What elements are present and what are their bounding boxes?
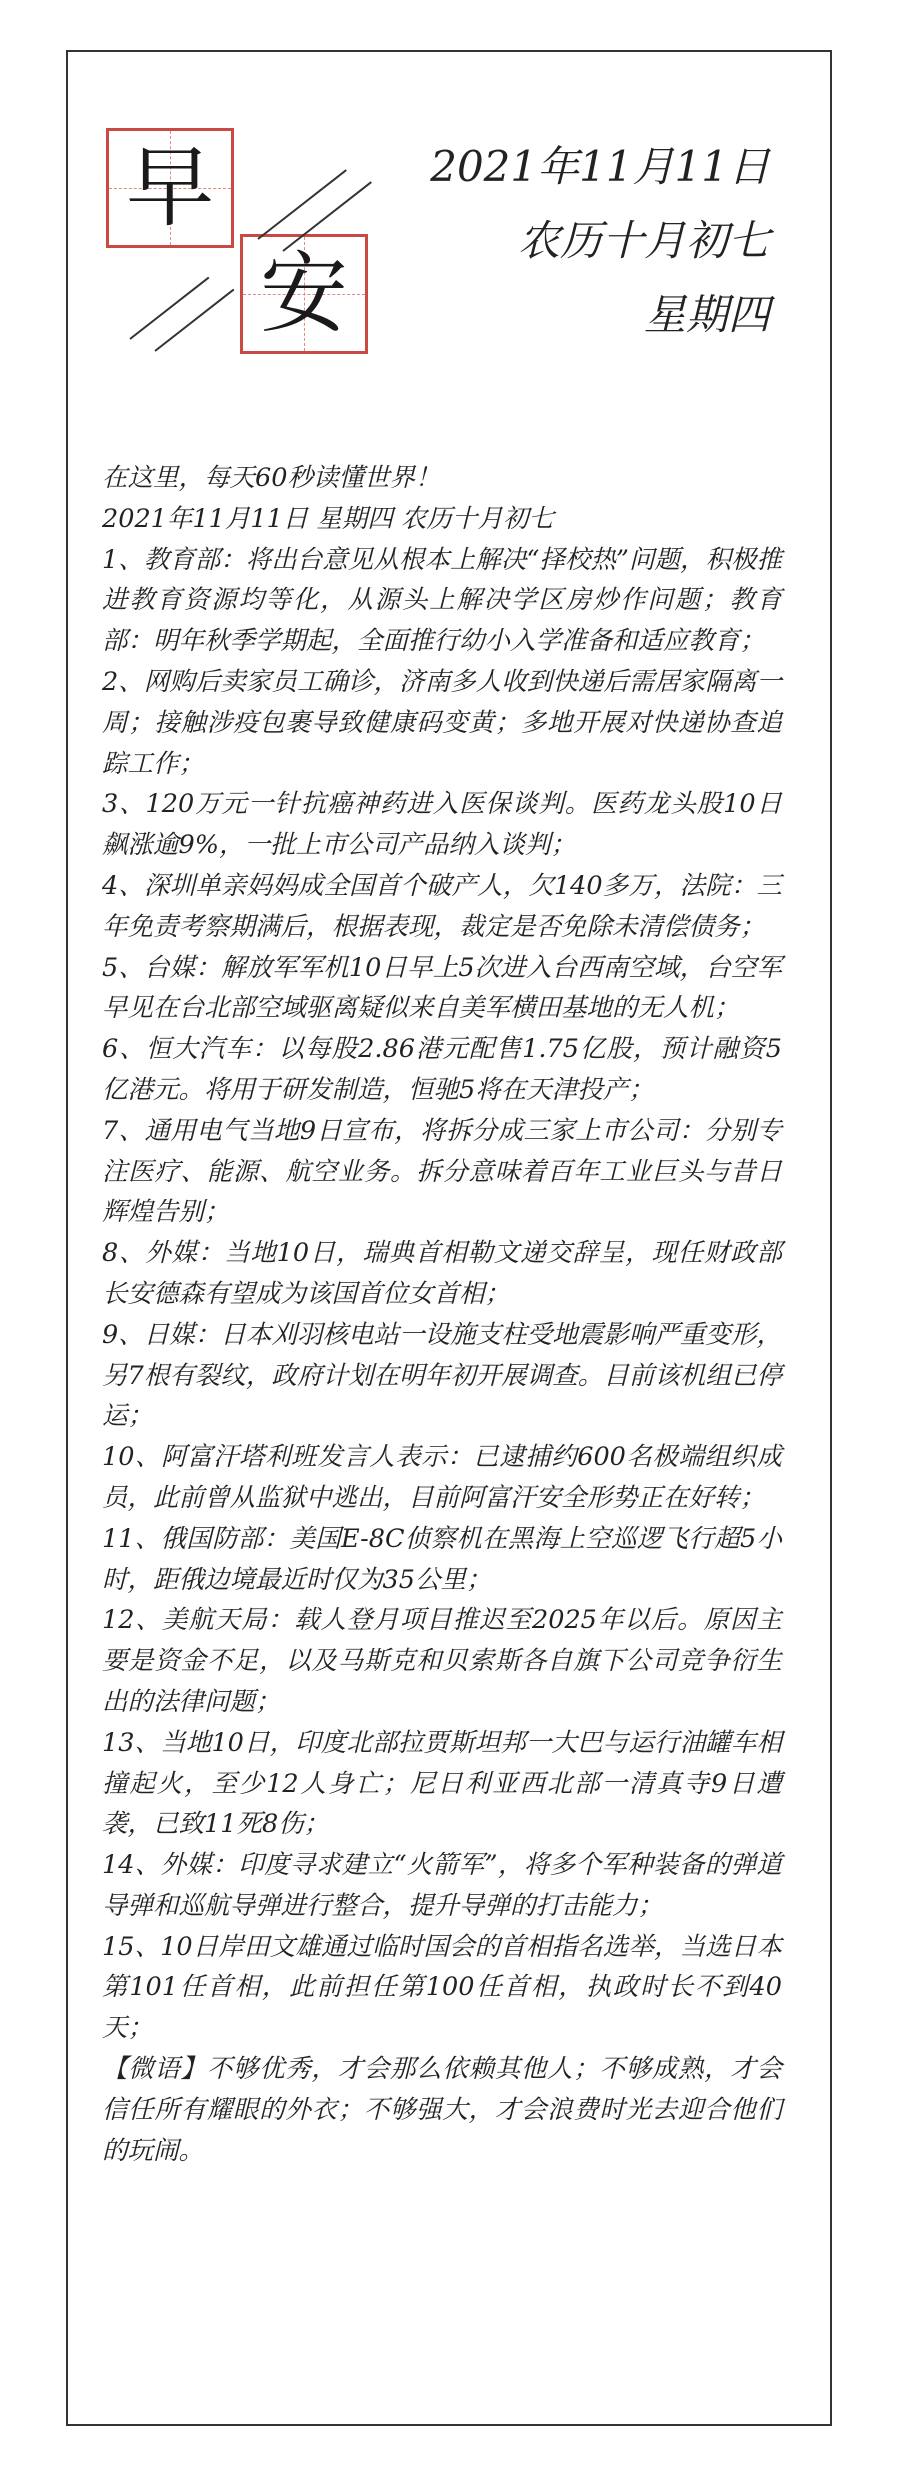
news-item: 8、外媒：当地10日，瑞典首相勒文递交辞呈，现任财政部长安德森有望成为该国首位女首相； [102, 1238, 782, 1309]
news-item: 14、外媒：印度寻求建立“火箭军”，将多个军种装备的弹道导弹和巡航导弹进行整合，提升导弹的打击能力； [102, 1850, 782, 1921]
news-item: 12、美航天局：载人登月项目推迟至2025年以后。原因主要是资金不足，以及马斯克和贝索斯各自旗下公司竞争衍生出的法律问题； [102, 1605, 782, 1717]
news-item: 5、台媒：解放军军机10日早上5次进入台西南空域，台空军早见在台北部空域驱离疑似来自美军横田基地的无人机； [102, 952, 782, 1024]
date-line: 2021年11月11日 星期四 农历十月初七 [102, 503, 555, 534]
char-box-an [240, 234, 368, 354]
header-weekday: 星期四 [643, 290, 770, 339]
news-item: 10、阿富汗塔利班发言人表示：已逮捕约600名极端组织成员，此前曾从监狱中逃出，目前阿富汗安全形势正在好转； [102, 1442, 782, 1513]
news-item: 7、通用电气当地9日宣布，将拆分成三家上市公司：分别专注医疗、能源、航空业务。拆分意味着百年工业巨头与昔日辉煌告别； [102, 1115, 782, 1228]
news-item: 6、恒大汽车：以每股2.86港元配售1.75亿股，预计融资5亿港元。将用于研发制造，恒驰5将在天津投产； [102, 1034, 782, 1105]
quote: 【微语】不够优秀，才会那么依赖其他人；不够成熟，才会信任所有耀眼的外衣；不够强大，才会浪费时光去迎合他们的玩闹。 [102, 2054, 782, 2166]
news-item: 2、网购后卖家员工确诊，济南多人收到快递后需居家隔离一周；接触涉疫包裹导致健康码变黄；多地开展对快递协查追踪工作； [102, 666, 782, 779]
news-item: 9、日媒：日本刈羽核电站一设施支柱受地震影响严重变形，另7根有裂纹，政府计划在明年初开展调查。目前该机组已停运； [102, 1319, 782, 1432]
news-item: 15、10日岸田文雄通过临时国会的首相指名选举，当选日本第101任首相，此前担任第100任首相，执政时长不到40天； [102, 1931, 782, 2044]
news-item: 3、120万元一针抗癌神药进入医保谈判。医药龙头股10日飙涨逾9%，一批上市公司产品纳入谈判； [102, 789, 782, 861]
news-item: 1、教育部：将出台意见从根本上解决“择校热”问题，积极推进教育资源均等化，从源头上解决学区房炒作问题；教育部：明年秋季学期起，全面推行幼小入学准备和适应教育； [102, 544, 782, 657]
char-zao: 早 [125, 136, 214, 239]
news-item: 13、当地10日，印度北部拉贾斯坦邦一大巴与运行油罐车相撞起火，至少12人身亡；尼日利亚西北部一清真寺9日遭袭，已致11死8伤； [102, 1727, 782, 1840]
news-item: 11、俄国防部：美国E-8C侦察机在黑海上空巡逻飞行超5小时，距俄边境最近时仅为35公里； [102, 1523, 782, 1595]
header-lunar-date: 农历十月初七 [517, 216, 770, 265]
intro-line: 在这里，每天60秒读懂世界！ [102, 463, 441, 493]
char-an: 安 [259, 242, 348, 345]
header-date: 2021年11月11日 [430, 142, 770, 191]
news-content [102, 458, 782, 2171]
char-box-zao [106, 128, 234, 248]
news-item: 4、深圳单亲妈妈成全国首个破产人，欠140多万，法院：三年免责考察期满后，根据表现，裁定是否免除未清偿债务； [102, 870, 782, 942]
